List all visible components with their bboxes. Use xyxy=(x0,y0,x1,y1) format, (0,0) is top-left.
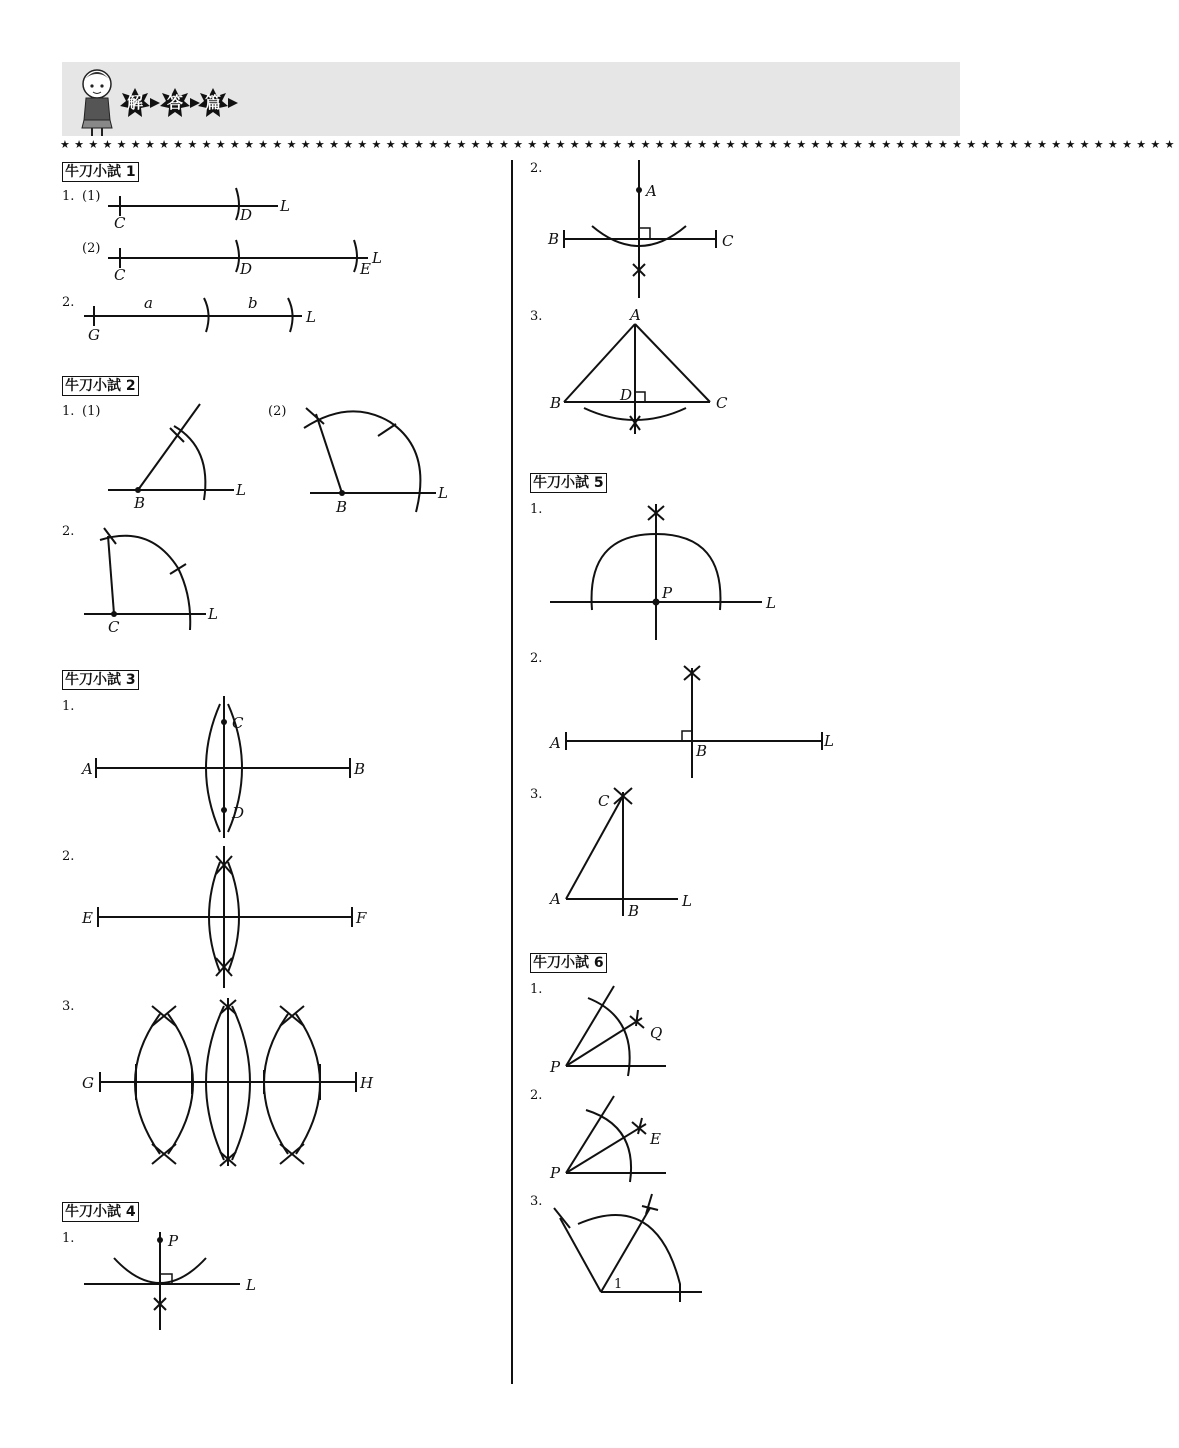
svg-text:C: C xyxy=(716,394,728,412)
svg-text:C: C xyxy=(114,266,126,284)
svg-text:L: L xyxy=(208,605,218,623)
item-number: 2. xyxy=(62,524,75,539)
figure-2-2 xyxy=(80,518,240,636)
student-figure-icon xyxy=(72,62,122,136)
figure-5-2 xyxy=(546,660,846,780)
figure-2-1-2 xyxy=(290,398,460,516)
section-title-6: 牛刀小試 6 xyxy=(530,953,607,973)
item-sub-number: (1) xyxy=(82,404,101,419)
svg-text:E: E xyxy=(360,260,371,278)
svg-text:D: D xyxy=(240,206,253,224)
figure-4-3 xyxy=(546,304,746,439)
svg-text:A: A xyxy=(646,182,657,200)
svg-text:P: P xyxy=(662,584,673,602)
item-number: 1. xyxy=(62,189,75,204)
item-number: 1. xyxy=(62,699,75,714)
svg-text:B: B xyxy=(134,494,146,512)
svg-text:B: B xyxy=(336,498,348,516)
figure-6-3 xyxy=(546,1190,716,1306)
svg-text:B: B xyxy=(354,760,366,778)
svg-text:B: B xyxy=(696,742,708,760)
figure-3-1 xyxy=(80,692,380,842)
column-divider xyxy=(511,160,513,1384)
svg-text:a: a xyxy=(144,294,153,312)
figure-3-2 xyxy=(80,842,380,990)
item-sub-number: (2) xyxy=(82,241,101,256)
svg-text:D: D xyxy=(620,386,633,404)
badge-1: 解 xyxy=(120,88,150,118)
figure-2-1-1 xyxy=(100,398,260,513)
svg-text:C: C xyxy=(598,792,610,810)
item-number: 1. xyxy=(62,404,75,419)
figure-6-1 xyxy=(546,978,696,1078)
svg-text:G: G xyxy=(88,326,100,344)
badge-2: 答 xyxy=(160,88,190,118)
svg-text:L: L xyxy=(824,732,834,750)
svg-text:A: A xyxy=(82,760,93,778)
figure-3-3 xyxy=(80,994,390,1172)
svg-text:b: b xyxy=(248,294,258,312)
svg-text:A: A xyxy=(550,734,561,752)
svg-text:C: C xyxy=(108,618,120,636)
star-divider: ★★★★★★★★★★★★★★★★★★★★★★★★★★★★★★★★★★★★★★★★★★★★★★★★★★★★★★★★★★★★★★★★★★★★★★★★★★★★★★★ xyxy=(60,138,1179,151)
svg-text:C: C xyxy=(722,232,734,250)
svg-text:L: L xyxy=(236,481,246,499)
svg-text:Q: Q xyxy=(650,1024,663,1042)
item-number: 2. xyxy=(530,1088,543,1103)
item-number: 3. xyxy=(530,787,543,802)
item-number: 1. xyxy=(530,502,543,517)
figure-1-1-2 xyxy=(100,232,400,282)
svg-text:D: D xyxy=(240,260,253,278)
svg-text:L: L xyxy=(372,249,382,267)
svg-text:C: C xyxy=(114,214,126,232)
figure-1-2 xyxy=(80,290,340,345)
item-number: 1. xyxy=(530,982,543,997)
svg-text:G: G xyxy=(82,1074,94,1092)
item-number: 3. xyxy=(530,1194,543,1209)
item-number: 1. xyxy=(62,1231,75,1246)
arrow-icon xyxy=(228,98,238,108)
section-title-3: 牛刀小試 3 xyxy=(62,670,139,690)
item-number: 2. xyxy=(62,295,75,310)
svg-text:A: A xyxy=(550,890,561,908)
svg-text:A: A xyxy=(630,306,641,324)
svg-text:P: P xyxy=(550,1164,561,1182)
section-title-4: 牛刀小試 4 xyxy=(62,1202,139,1222)
svg-text:B: B xyxy=(550,394,562,412)
item-sub-number: (2) xyxy=(268,404,287,419)
svg-text:B: B xyxy=(548,230,560,248)
figure-5-1 xyxy=(546,498,786,643)
svg-text:D: D xyxy=(232,804,245,822)
svg-text:B: B xyxy=(628,902,640,920)
svg-text:P: P xyxy=(550,1058,561,1076)
section-title-2: 牛刀小試 2 xyxy=(62,376,139,396)
item-number: 2. xyxy=(530,651,543,666)
svg-text:L: L xyxy=(280,197,290,215)
figure-4-2 xyxy=(546,158,746,300)
svg-text:L: L xyxy=(246,1276,256,1294)
figure-4-1 xyxy=(80,1228,270,1332)
svg-text:1: 1 xyxy=(614,1277,623,1292)
svg-text:C: C xyxy=(232,714,244,732)
figure-6-2 xyxy=(546,1088,696,1188)
item-sub-number: (1) xyxy=(82,189,101,204)
svg-text:L: L xyxy=(766,594,776,612)
item-number: 3. xyxy=(530,309,543,324)
item-number: 3. xyxy=(62,999,75,1014)
svg-text:L: L xyxy=(306,308,316,326)
badge-3: 篇 xyxy=(198,88,228,118)
item-number: 2. xyxy=(62,849,75,864)
svg-text:H: H xyxy=(360,1074,374,1092)
section-title-1: 牛刀小試 1 xyxy=(62,162,139,182)
arrow-icon xyxy=(150,98,160,108)
svg-text:L: L xyxy=(682,892,692,910)
svg-text:L: L xyxy=(438,484,448,502)
figure-5-3 xyxy=(546,784,706,920)
svg-text:F: F xyxy=(356,909,367,927)
section-title-5: 牛刀小試 5 xyxy=(530,473,607,493)
svg-text:E: E xyxy=(650,1130,661,1148)
svg-text:P: P xyxy=(168,1232,179,1250)
item-number: 2. xyxy=(530,161,543,176)
svg-text:E: E xyxy=(82,909,93,927)
figure-1-1-1 xyxy=(100,180,300,230)
